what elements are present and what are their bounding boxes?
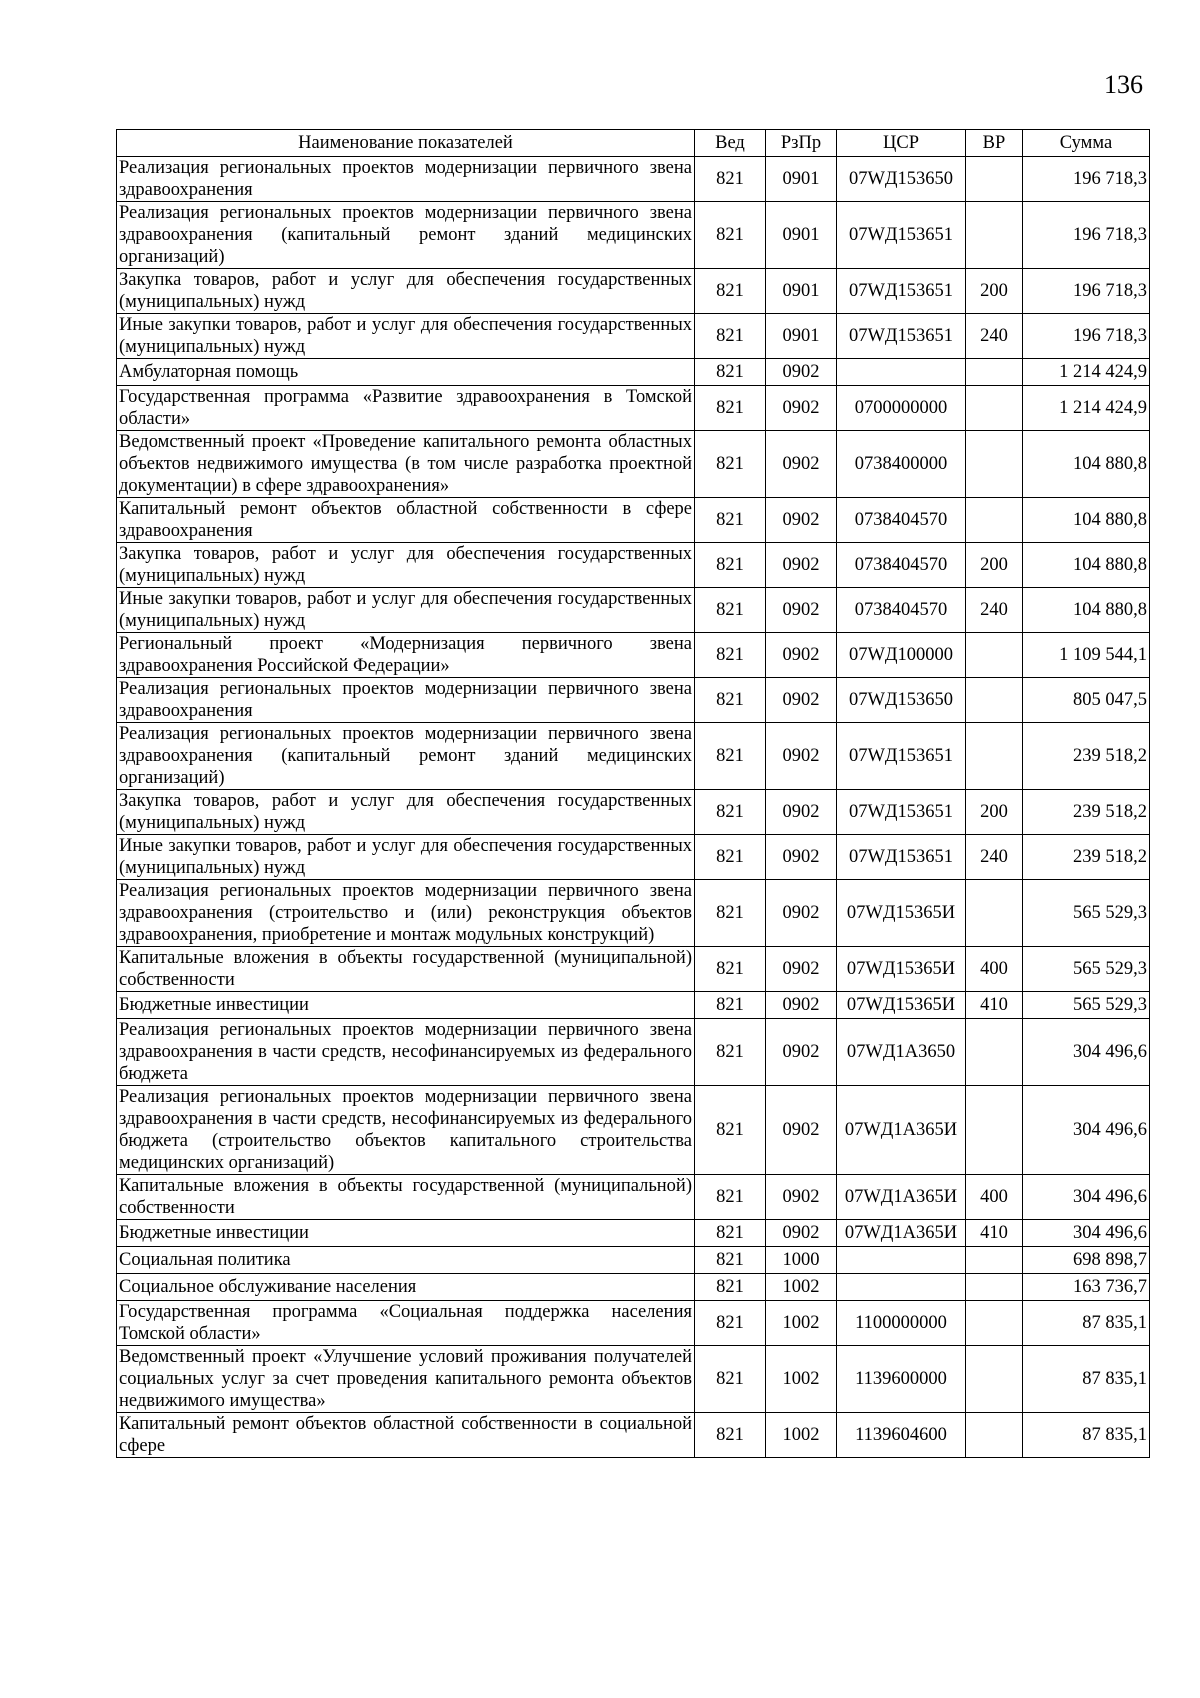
row-sum: 196 718,3 bbox=[1023, 202, 1150, 269]
row-name: Социальная политика bbox=[117, 1247, 695, 1274]
row-vr bbox=[966, 678, 1023, 723]
row-rzpr: 0902 bbox=[766, 1019, 837, 1086]
table-row bbox=[117, 678, 1150, 723]
table-row bbox=[117, 947, 1150, 992]
row-rzpr: 0902 bbox=[766, 1086, 837, 1175]
row-sum: 104 880,8 bbox=[1023, 431, 1150, 498]
row-sum: 698 898,7 bbox=[1023, 1247, 1150, 1274]
row-rzpr: 0902 bbox=[766, 1220, 837, 1247]
row-name: Капитальные вложения в объекты государственной (муниципальной) собственности bbox=[117, 947, 695, 992]
row-name: Государственная программа «Развитие здравоохранения в Томской области» bbox=[117, 386, 695, 431]
table-row bbox=[117, 498, 1150, 543]
row-sum: 239 518,2 bbox=[1023, 723, 1150, 790]
row-rzpr: 1002 bbox=[766, 1346, 837, 1413]
table-row bbox=[117, 723, 1150, 790]
row-ved: 821 bbox=[695, 947, 766, 992]
row-csr bbox=[837, 1274, 966, 1301]
row-vr: 200 bbox=[966, 790, 1023, 835]
row-csr: 07WД1А3650 bbox=[837, 1019, 966, 1086]
row-name: Ведомственный проект «Проведение капитального ремонта областных объектов недвижимого имущества (в том числе разработка проектной документации) в сфере здравоохранения» bbox=[117, 431, 695, 498]
row-vr: 200 bbox=[966, 543, 1023, 588]
row-ved: 821 bbox=[695, 314, 766, 359]
row-rzpr: 0902 bbox=[766, 431, 837, 498]
row-ved: 821 bbox=[695, 880, 766, 947]
row-ved: 821 bbox=[695, 157, 766, 202]
row-csr: 0700000000 bbox=[837, 386, 966, 431]
row-csr: 07WД153651 bbox=[837, 269, 966, 314]
row-csr: 1139600000 bbox=[837, 1346, 966, 1413]
row-name: Социальное обслуживание населения bbox=[117, 1274, 695, 1301]
row-ved: 821 bbox=[695, 386, 766, 431]
table-row bbox=[117, 1301, 1150, 1346]
row-name: Капитальные вложения в объекты государственной (муниципальной) собственности bbox=[117, 1175, 695, 1220]
row-name: Реализация региональных проектов модернизации первичного звена здравоохранения (строительство и (или) реконструкция объектов здравоохранения, приобретение и монтаж модульных конструкций) bbox=[117, 880, 695, 947]
row-csr: 07WД153651 bbox=[837, 790, 966, 835]
row-csr: 0738404570 bbox=[837, 498, 966, 543]
row-ved: 821 bbox=[695, 1247, 766, 1274]
row-name: Ведомственный проект «Улучшение условий проживания получателей социальных услуг за счет проведения капитального ремонта объектов недвижимого имущества» bbox=[117, 1346, 695, 1413]
row-sum: 104 880,8 bbox=[1023, 498, 1150, 543]
table-row bbox=[117, 269, 1150, 314]
row-vr bbox=[966, 157, 1023, 202]
row-vr bbox=[966, 633, 1023, 678]
row-ved: 821 bbox=[695, 835, 766, 880]
row-rzpr: 0901 bbox=[766, 157, 837, 202]
row-sum: 104 880,8 bbox=[1023, 588, 1150, 633]
table-row bbox=[117, 157, 1150, 202]
row-rzpr: 1002 bbox=[766, 1274, 837, 1301]
row-csr: 07WД153651 bbox=[837, 835, 966, 880]
row-vr bbox=[966, 386, 1023, 431]
row-csr: 1139604600 bbox=[837, 1413, 966, 1458]
row-vr bbox=[966, 202, 1023, 269]
row-sum: 304 496,6 bbox=[1023, 1220, 1150, 1247]
row-rzpr: 0902 bbox=[766, 790, 837, 835]
row-ved: 821 bbox=[695, 1086, 766, 1175]
row-vr bbox=[966, 1247, 1023, 1274]
row-csr: 07WД153650 bbox=[837, 678, 966, 723]
row-csr bbox=[837, 1247, 966, 1274]
table-row bbox=[117, 1220, 1150, 1247]
row-sum: 304 496,6 bbox=[1023, 1175, 1150, 1220]
row-ved: 821 bbox=[695, 202, 766, 269]
row-sum: 87 835,1 bbox=[1023, 1346, 1150, 1413]
row-ved: 821 bbox=[695, 1220, 766, 1247]
row-ved: 821 bbox=[695, 1346, 766, 1413]
row-csr: 0738400000 bbox=[837, 431, 966, 498]
row-name: Реализация региональных проектов модернизации первичного звена здравоохранения (капитальный ремонт зданий медицинских организаций) bbox=[117, 202, 695, 269]
row-ved: 821 bbox=[695, 1019, 766, 1086]
row-vr bbox=[966, 1086, 1023, 1175]
row-csr: 07WД1А365И bbox=[837, 1220, 966, 1247]
table-row bbox=[117, 202, 1150, 269]
header-csr: ЦСР bbox=[837, 130, 966, 157]
row-vr: 400 bbox=[966, 947, 1023, 992]
row-csr: 0738404570 bbox=[837, 588, 966, 633]
row-sum: 565 529,3 bbox=[1023, 880, 1150, 947]
row-ved: 821 bbox=[695, 543, 766, 588]
row-name: Бюджетные инвестиции bbox=[117, 992, 695, 1019]
row-sum: 1 214 424,9 bbox=[1023, 386, 1150, 431]
row-sum: 87 835,1 bbox=[1023, 1413, 1150, 1458]
row-ved: 821 bbox=[695, 1274, 766, 1301]
row-sum: 163 736,7 bbox=[1023, 1274, 1150, 1301]
row-name: Иные закупки товаров, работ и услуг для обеспечения государственных (муниципальных) нужд bbox=[117, 588, 695, 633]
row-name: Амбулаторная помощь bbox=[117, 359, 695, 386]
row-ved: 821 bbox=[695, 1413, 766, 1458]
row-name: Реализация региональных проектов модернизации первичного звена здравоохранения (капитальный ремонт зданий медицинских организаций) bbox=[117, 723, 695, 790]
row-vr bbox=[966, 1346, 1023, 1413]
row-rzpr: 0902 bbox=[766, 633, 837, 678]
table-row bbox=[117, 633, 1150, 678]
row-rzpr: 0902 bbox=[766, 543, 837, 588]
header-name: Наименование показателей bbox=[117, 130, 695, 157]
row-vr bbox=[966, 431, 1023, 498]
row-rzpr: 0901 bbox=[766, 202, 837, 269]
row-csr bbox=[837, 359, 966, 386]
table-row bbox=[117, 1346, 1150, 1413]
row-vr bbox=[966, 880, 1023, 947]
table-row bbox=[117, 588, 1150, 633]
row-csr: 1100000000 bbox=[837, 1301, 966, 1346]
row-csr: 07WД153651 bbox=[837, 202, 966, 269]
row-csr: 07WД1А365И bbox=[837, 1086, 966, 1175]
table-row bbox=[117, 835, 1150, 880]
row-rzpr: 0902 bbox=[766, 678, 837, 723]
row-rzpr: 0902 bbox=[766, 723, 837, 790]
row-rzpr: 1002 bbox=[766, 1301, 837, 1346]
row-ved: 821 bbox=[695, 498, 766, 543]
row-ved: 821 bbox=[695, 633, 766, 678]
row-vr: 200 bbox=[966, 269, 1023, 314]
table-row bbox=[117, 1175, 1150, 1220]
row-rzpr: 0902 bbox=[766, 498, 837, 543]
row-vr: 240 bbox=[966, 835, 1023, 880]
table-row bbox=[117, 1413, 1150, 1458]
header-ved: Вед bbox=[695, 130, 766, 157]
row-name: Государственная программа «Социальная поддержка населения Томской области» bbox=[117, 1301, 695, 1346]
row-ved: 821 bbox=[695, 588, 766, 633]
row-name: Закупка товаров, работ и услуг для обеспечения государственных (муниципальных) нужд bbox=[117, 790, 695, 835]
row-csr: 07WД15365И bbox=[837, 880, 966, 947]
table-row bbox=[117, 1086, 1150, 1175]
row-sum: 805 047,5 bbox=[1023, 678, 1150, 723]
row-name: Бюджетные инвестиции bbox=[117, 1220, 695, 1247]
row-name: Региональный проект «Модернизация первичного звена здравоохранения Российской Федерации» bbox=[117, 633, 695, 678]
page-number: 136 bbox=[1104, 70, 1143, 99]
row-name: Закупка товаров, работ и услуг для обеспечения государственных (муниципальных) нужд bbox=[117, 269, 695, 314]
table-row bbox=[117, 1247, 1150, 1274]
row-vr bbox=[966, 498, 1023, 543]
row-ved: 821 bbox=[695, 1175, 766, 1220]
table-row bbox=[117, 359, 1150, 386]
row-rzpr: 0902 bbox=[766, 880, 837, 947]
row-csr: 07WД153650 bbox=[837, 157, 966, 202]
table-row bbox=[117, 880, 1150, 947]
table-row bbox=[117, 314, 1150, 359]
row-name: Капитальный ремонт объектов областной собственности в социальной сфере bbox=[117, 1413, 695, 1458]
row-name: Капитальный ремонт объектов областной собственности в сфере здравоохранения bbox=[117, 498, 695, 543]
row-rzpr: 1000 bbox=[766, 1247, 837, 1274]
row-rzpr: 0901 bbox=[766, 314, 837, 359]
row-csr: 0738404570 bbox=[837, 543, 966, 588]
header-vr: ВР bbox=[966, 130, 1023, 157]
row-vr: 400 bbox=[966, 1175, 1023, 1220]
row-rzpr: 0902 bbox=[766, 386, 837, 431]
row-sum: 565 529,3 bbox=[1023, 992, 1150, 1019]
row-rzpr: 1002 bbox=[766, 1413, 837, 1458]
row-sum: 1 109 544,1 bbox=[1023, 633, 1150, 678]
header-sum: Сумма bbox=[1023, 130, 1150, 157]
table-row bbox=[117, 790, 1150, 835]
row-csr: 07WД15365И bbox=[837, 992, 966, 1019]
row-csr: 07WД15365И bbox=[837, 947, 966, 992]
row-vr bbox=[966, 1413, 1023, 1458]
row-vr: 240 bbox=[966, 588, 1023, 633]
row-sum: 304 496,6 bbox=[1023, 1086, 1150, 1175]
row-ved: 821 bbox=[695, 678, 766, 723]
row-ved: 821 bbox=[695, 790, 766, 835]
row-sum: 239 518,2 bbox=[1023, 790, 1150, 835]
row-vr: 240 bbox=[966, 314, 1023, 359]
row-rzpr: 0902 bbox=[766, 359, 837, 386]
header-rzpr: РзПр bbox=[766, 130, 837, 157]
row-rzpr: 0902 bbox=[766, 1175, 837, 1220]
row-csr: 07WД100000 bbox=[837, 633, 966, 678]
table-row bbox=[117, 1274, 1150, 1301]
table-row bbox=[117, 543, 1150, 588]
row-rzpr: 0902 bbox=[766, 992, 837, 1019]
row-sum: 304 496,6 bbox=[1023, 1019, 1150, 1086]
row-sum: 196 718,3 bbox=[1023, 314, 1150, 359]
row-csr: 07WД153651 bbox=[837, 723, 966, 790]
table-row bbox=[117, 1019, 1150, 1086]
row-rzpr: 0902 bbox=[766, 947, 837, 992]
row-sum: 239 518,2 bbox=[1023, 835, 1150, 880]
row-rzpr: 0901 bbox=[766, 269, 837, 314]
row-sum: 104 880,8 bbox=[1023, 543, 1150, 588]
row-name: Реализация региональных проектов модернизации первичного звена здравоохранения bbox=[117, 157, 695, 202]
table-row bbox=[117, 431, 1150, 498]
row-vr bbox=[966, 1274, 1023, 1301]
row-vr bbox=[966, 1019, 1023, 1086]
row-ved: 821 bbox=[695, 723, 766, 790]
row-vr bbox=[966, 359, 1023, 386]
row-sum: 196 718,3 bbox=[1023, 157, 1150, 202]
row-vr bbox=[966, 723, 1023, 790]
row-sum: 196 718,3 bbox=[1023, 269, 1150, 314]
row-ved: 821 bbox=[695, 431, 766, 498]
row-name: Закупка товаров, работ и услуг для обеспечения государственных (муниципальных) нужд bbox=[117, 543, 695, 588]
row-sum: 1 214 424,9 bbox=[1023, 359, 1150, 386]
row-rzpr: 0902 bbox=[766, 835, 837, 880]
row-vr bbox=[966, 1301, 1023, 1346]
table-row bbox=[117, 992, 1150, 1019]
row-sum: 565 529,3 bbox=[1023, 947, 1150, 992]
row-csr: 07WД153651 bbox=[837, 314, 966, 359]
row-vr: 410 bbox=[966, 1220, 1023, 1247]
row-name: Иные закупки товаров, работ и услуг для обеспечения государственных (муниципальных) нужд bbox=[117, 314, 695, 359]
row-name: Реализация региональных проектов модернизации первичного звена здравоохранения в части средств, несофинансируемых из федерального бюджета bbox=[117, 1019, 695, 1086]
row-ved: 821 bbox=[695, 269, 766, 314]
row-rzpr: 0902 bbox=[766, 588, 837, 633]
budget-table bbox=[116, 129, 1150, 1458]
row-sum: 87 835,1 bbox=[1023, 1301, 1150, 1346]
row-name: Реализация региональных проектов модернизации первичного звена здравоохранения в части средств, несофинансируемых из федерального бюджета (строительство объектов капитального строительства медицинских организаций) bbox=[117, 1086, 695, 1175]
table-row bbox=[117, 386, 1150, 431]
row-ved: 821 bbox=[695, 992, 766, 1019]
row-name: Иные закупки товаров, работ и услуг для обеспечения государственных (муниципальных) нужд bbox=[117, 835, 695, 880]
row-csr: 07WД1А365И bbox=[837, 1175, 966, 1220]
row-ved: 821 bbox=[695, 1301, 766, 1346]
row-vr: 410 bbox=[966, 992, 1023, 1019]
row-name: Реализация региональных проектов модернизации первичного звена здравоохранения bbox=[117, 678, 695, 723]
row-ved: 821 bbox=[695, 359, 766, 386]
table-header-row bbox=[117, 130, 1150, 157]
